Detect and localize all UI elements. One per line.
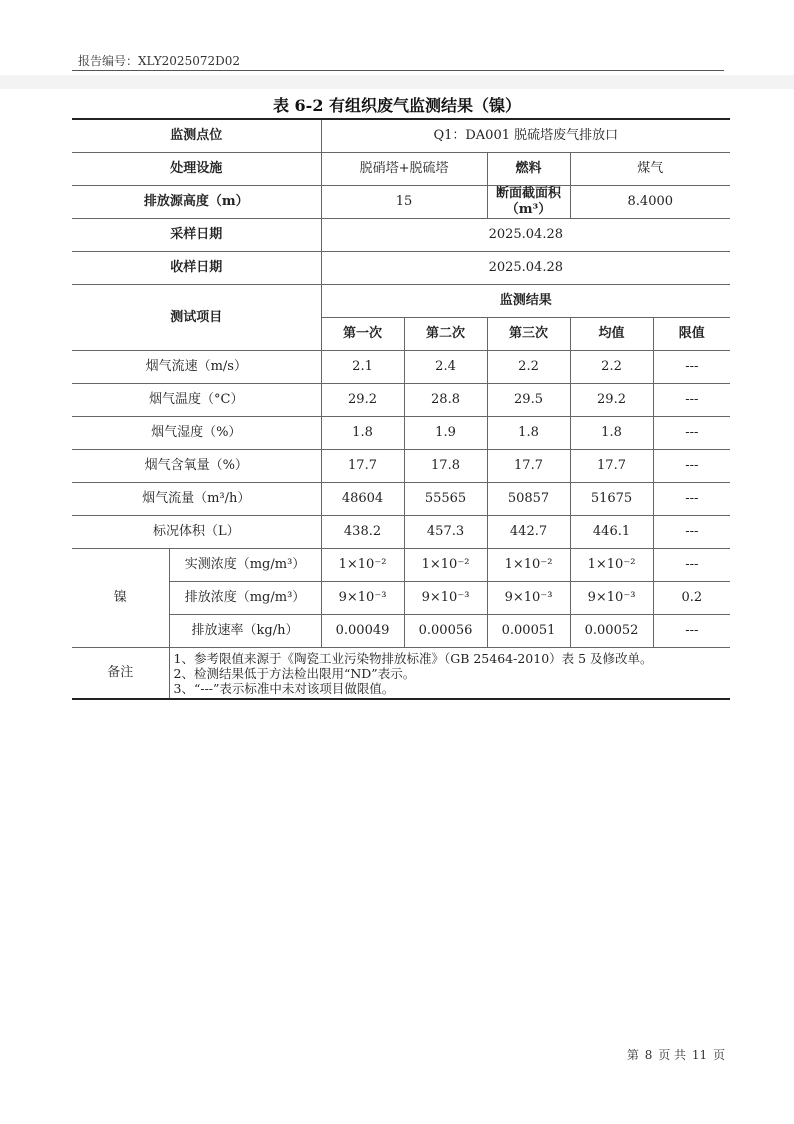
limit-cell: --- [653, 384, 730, 417]
value-cell: 55565 [404, 483, 487, 516]
limit-cell: --- [653, 483, 730, 516]
limit-cell: --- [653, 417, 730, 450]
header-rule [72, 70, 724, 71]
param-name: 烟气温度（°C） [72, 384, 321, 417]
value-cell: 2.4 [404, 351, 487, 384]
page-suffix: 页 [712, 1048, 725, 1062]
page-number: 8 [644, 1048, 653, 1062]
value-cell: 17.8 [404, 450, 487, 483]
page-footer [626, 1046, 726, 1063]
value-cell: 1×10⁻² [487, 549, 570, 582]
facility-value: 脱硝塔+脱硫塔 [321, 153, 487, 186]
param-name: 排放浓度（mg/m³） [169, 582, 321, 615]
limit-cell: --- [653, 351, 730, 384]
value-cell: 1×10⁻² [404, 549, 487, 582]
value-cell: 1×10⁻² [570, 549, 653, 582]
value-cell: 457.3 [404, 516, 487, 549]
value-cell: 9×10⁻³ [570, 582, 653, 615]
value-cell: 0.00056 [404, 615, 487, 648]
col-header-2: 第二次 [404, 318, 487, 351]
table-row [72, 516, 730, 549]
value-cell: 29.5 [487, 384, 570, 417]
limit-cell: --- [653, 450, 730, 483]
value-cell: 29.2 [321, 384, 404, 417]
table-row [72, 351, 730, 384]
table-row [72, 483, 730, 516]
value-cell: 1.8 [321, 417, 404, 450]
table-row [72, 549, 730, 582]
value-cell: 1×10⁻² [321, 549, 404, 582]
remarks-label: 备注 [72, 648, 169, 700]
value-cell: 17.7 [570, 450, 653, 483]
area-value: 8.4000 [570, 186, 730, 219]
param-name: 标况体积（L） [72, 516, 321, 549]
table-row [72, 384, 730, 417]
col-header-1: 第一次 [321, 318, 404, 351]
value-cell: 48604 [321, 483, 404, 516]
receiving-date-value: 2025.04.28 [321, 252, 730, 285]
remarks-content [169, 648, 730, 700]
value-cell: 50857 [487, 483, 570, 516]
row-sampling-date [72, 219, 730, 252]
facility-label: 处理设施 [72, 153, 321, 186]
page-prefix: 第 [626, 1048, 639, 1062]
limit-cell: --- [653, 549, 730, 582]
table-row [72, 615, 730, 648]
param-name: 排放速率（kg/h） [169, 615, 321, 648]
report-number: 报告编号：XLY2025072D02 [78, 54, 241, 68]
nickel-label: 镍 [72, 549, 169, 648]
remark-line: 1、参考限值来源于《陶瓷工业污染物排放标准》（GB 25464-2010）表 5 及修改单。 [173, 650, 653, 666]
param-name: 烟气含氧量（%） [72, 450, 321, 483]
monitoring-point-value: Q1：DA001 脱硫塔废气排放口 [321, 119, 730, 153]
table-row [72, 450, 730, 483]
value-cell: 438.2 [321, 516, 404, 549]
limit-cell: --- [653, 615, 730, 648]
value-cell: 0.00049 [321, 615, 404, 648]
height-value: 15 [321, 186, 487, 219]
value-cell: 17.7 [321, 450, 404, 483]
fuel-label: 燃料 [487, 153, 570, 186]
col-header-limit: 限值 [653, 318, 730, 351]
value-cell: 17.7 [487, 450, 570, 483]
value-cell: 9×10⁻³ [487, 582, 570, 615]
value-cell: 2.2 [570, 351, 653, 384]
test-item-label: 测试项目 [72, 285, 321, 351]
monitoring-point-label: 监测点位 [72, 119, 321, 153]
limit-cell: 0.2 [653, 582, 730, 615]
header-band [0, 75, 794, 89]
value-cell: 29.2 [570, 384, 653, 417]
value-cell: 1.9 [404, 417, 487, 450]
receiving-date-label: 收样日期 [72, 252, 321, 285]
table-row [72, 582, 730, 615]
value-cell: 2.1 [321, 351, 404, 384]
page-total: 11 [691, 1048, 708, 1062]
col-header-3: 第三次 [487, 318, 570, 351]
value-cell: 9×10⁻³ [404, 582, 487, 615]
results-group-label: 监测结果 [321, 285, 730, 318]
row-results-header [72, 285, 730, 318]
height-label: 排放源高度（m） [72, 186, 321, 219]
row-receiving-date [72, 252, 730, 285]
sampling-date-label: 采样日期 [72, 219, 321, 252]
remark-line: 2、检测结果低于方法检出限用“ND”表示。 [173, 665, 416, 681]
fuel-value: 煤气 [570, 153, 730, 186]
param-name: 实测浓度（mg/m³） [169, 549, 321, 582]
value-cell: 1.8 [487, 417, 570, 450]
limit-cell: --- [653, 516, 730, 549]
row-monitoring-point [72, 119, 730, 153]
value-cell: 28.8 [404, 384, 487, 417]
value-cell: 2.2 [487, 351, 570, 384]
page-mid: 页 共 [658, 1048, 687, 1062]
table-title: 表 6-2 有组织废气监测结果（镍） [272, 96, 522, 115]
param-name: 烟气流速（m/s） [72, 351, 321, 384]
value-cell: 9×10⁻³ [321, 582, 404, 615]
param-name: 烟气湿度（%） [72, 417, 321, 450]
row-remarks [72, 648, 730, 700]
param-name: 烟气流量（m³/h） [72, 483, 321, 516]
row-facility [72, 153, 730, 186]
remark-line: 3、“---”表示标准中未对该项目做限值。 [173, 680, 395, 696]
area-label: 断面截面积（m³） [487, 186, 570, 219]
value-cell: 1.8 [570, 417, 653, 450]
value-cell: 442.7 [487, 516, 570, 549]
sampling-date-value: 2025.04.28 [321, 219, 730, 252]
row-height [72, 186, 730, 219]
results-table [72, 118, 730, 700]
table-row [72, 417, 730, 450]
col-header-avg: 均值 [570, 318, 653, 351]
value-cell: 446.1 [570, 516, 653, 549]
value-cell: 51675 [570, 483, 653, 516]
value-cell: 0.00052 [570, 615, 653, 648]
value-cell: 0.00051 [487, 615, 570, 648]
